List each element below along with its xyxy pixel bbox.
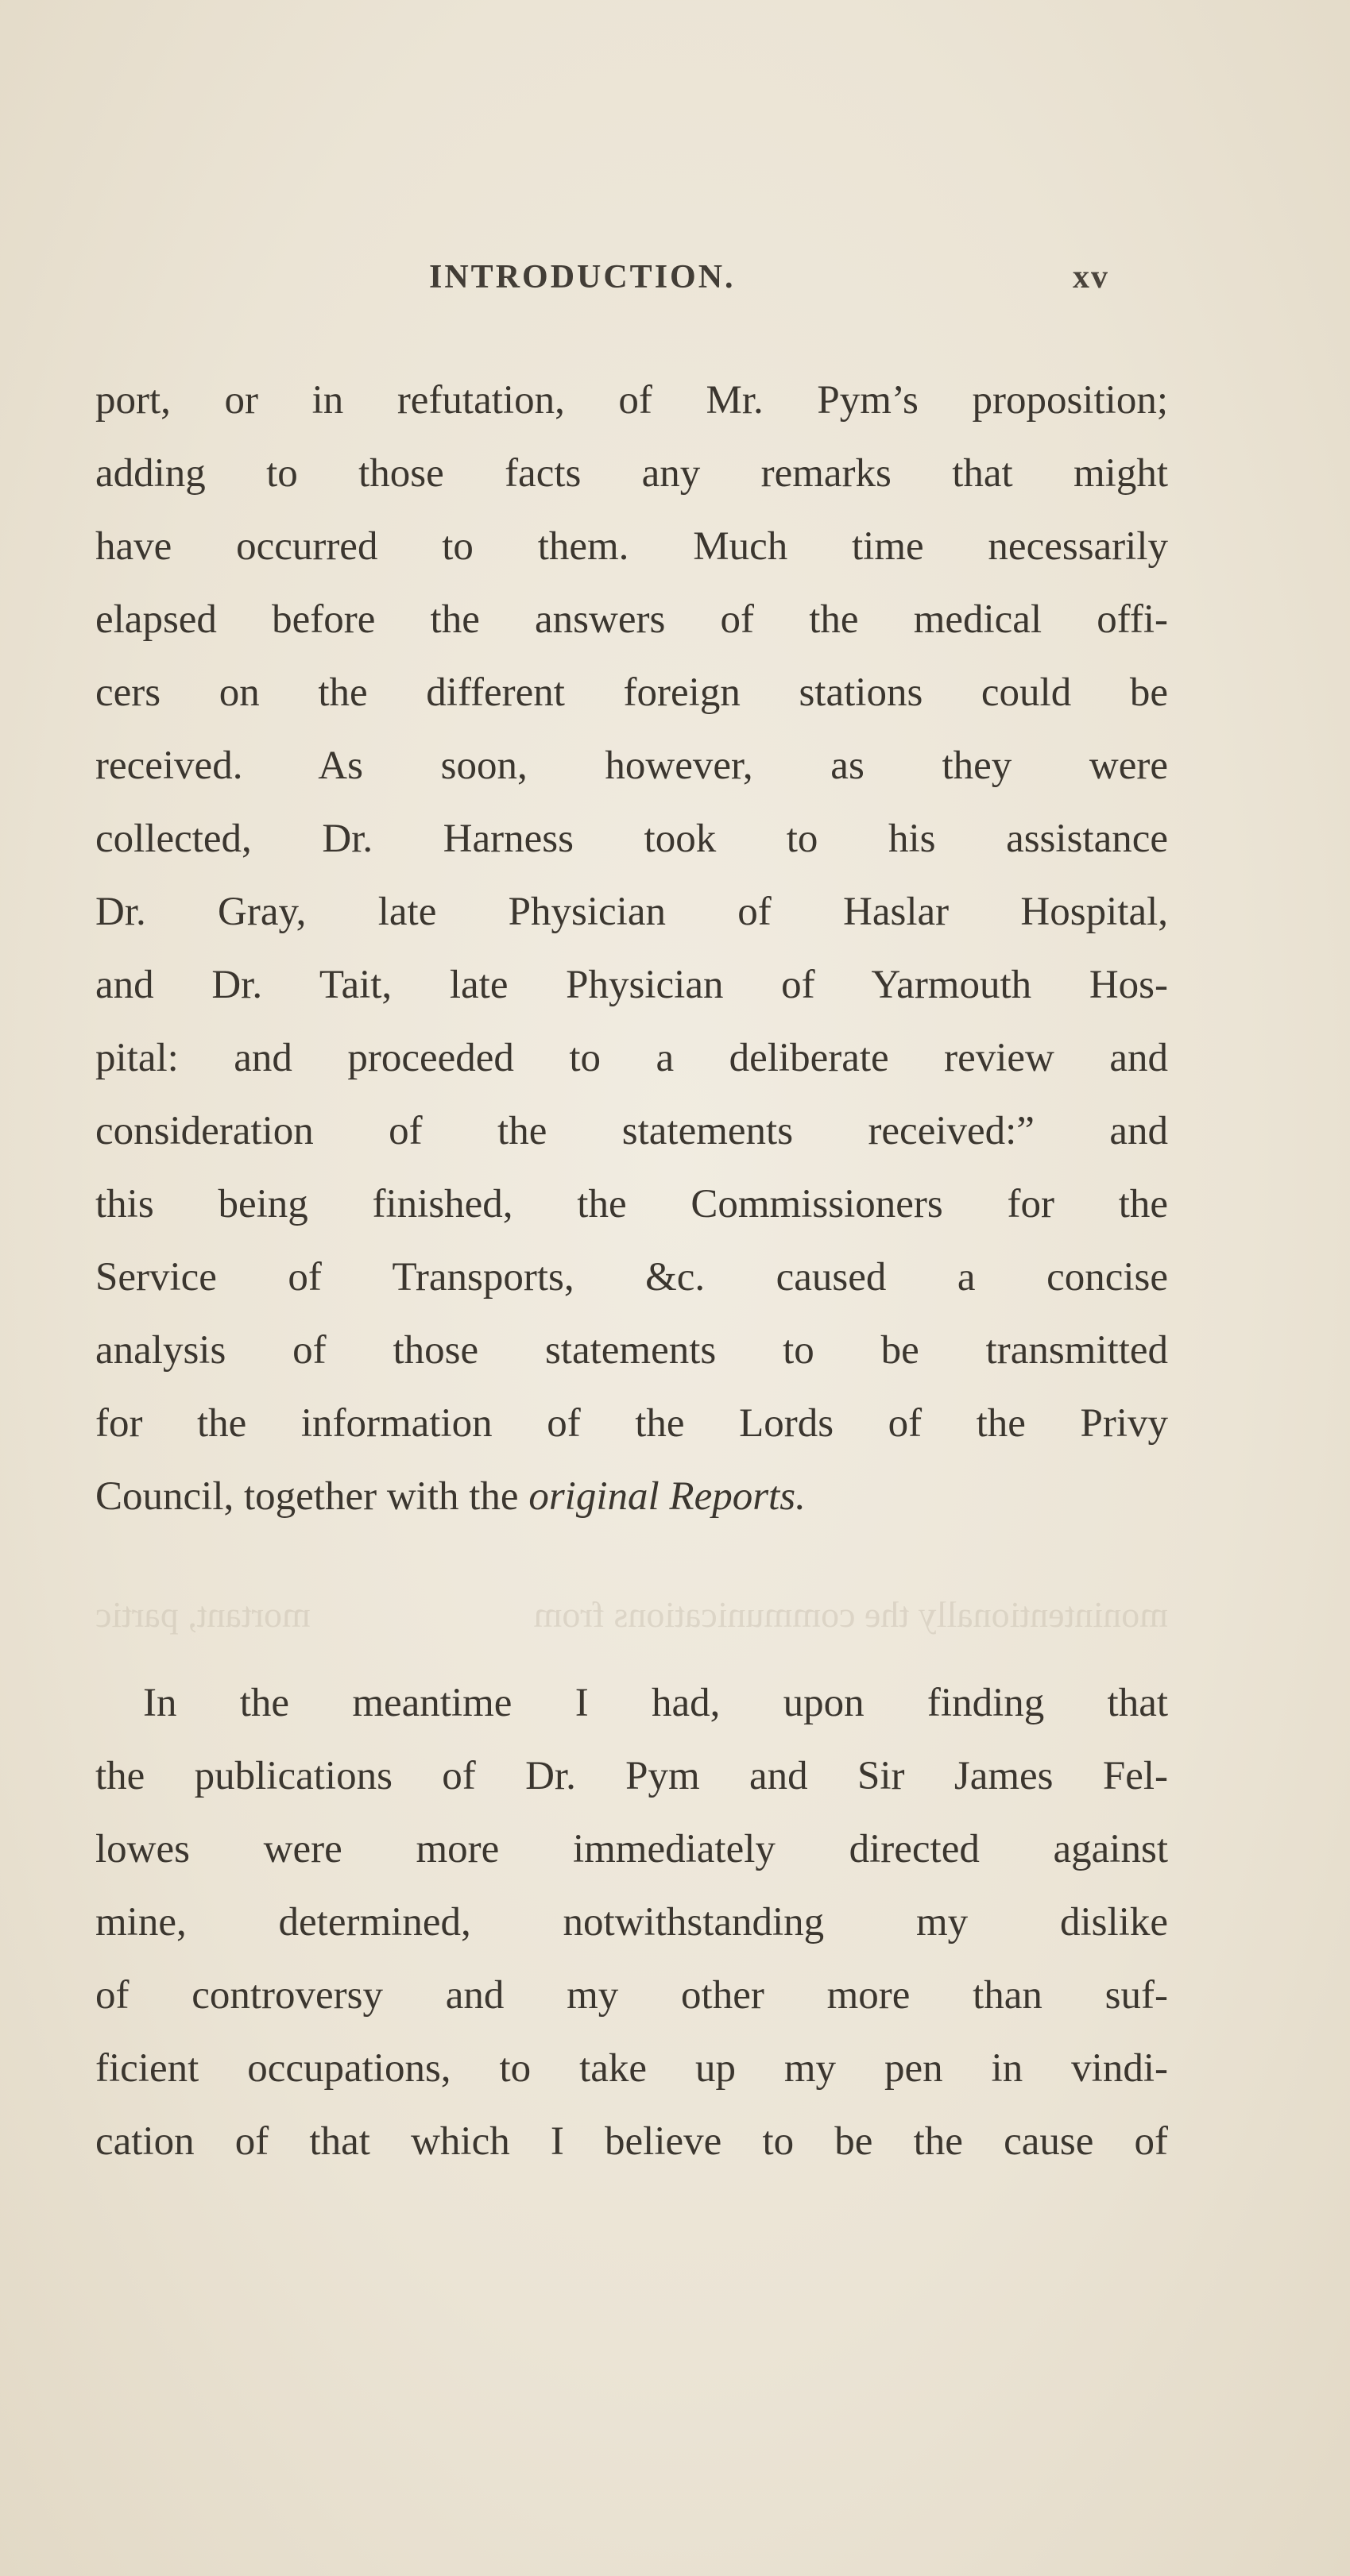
bleed-through-text (95, 1587, 1168, 1643)
final-line-text: Council, together with the (95, 1474, 519, 1519)
bleed-through-left: mon (1103, 1594, 1168, 1635)
text-line: received. As soon, however, as they were (95, 743, 1168, 788)
text-line: have occurred to them. Much time necessarily (95, 524, 1168, 569)
text-line: analysis of those statements to be transmitted (95, 1328, 1168, 1373)
text-line: for the information of the Lords of the Privy (95, 1401, 1168, 1446)
text-line: port, or in refutation, of Mr. Pym’s proposition; (95, 378, 1168, 423)
text-line: consideration of the statements received:” and (95, 1109, 1168, 1153)
text-line: In the meantime I had, upon finding that (143, 1681, 1168, 1725)
text-line: elapsed before the answers of the medical offi- (95, 597, 1168, 642)
text-line: cers on the different foreign stations could be (95, 670, 1168, 715)
paragraph-1 (95, 364, 1168, 1533)
text-line: ficient occupations, to take up my pen in vindi- (95, 2046, 1168, 2091)
text-line: mine, determined, notwithstanding my dislike (95, 1900, 1168, 1945)
text-line: and Dr. Tait, late Physician of Yarmouth Hos- (95, 963, 1168, 1007)
text-line: of controversy and my other more than suf- (95, 1973, 1168, 2018)
text-line: this being finished, the Commissioners for the (95, 1182, 1168, 1226)
text-line: Dr. Gray, late Physician of Haslar Hospital, (95, 890, 1168, 934)
bleed-through-middle: intentionally the communications from (533, 1594, 1104, 1635)
paragraph-2 (95, 1666, 1168, 2178)
italic-reference: original Reports. (528, 1474, 806, 1519)
text-line: pital: and proceeded to a deliberate review and (95, 1036, 1168, 1080)
text-line: adding to those facts any remarks that might (95, 451, 1168, 496)
text-line: the publications of Dr. Pym and Sir James Fel- (95, 1754, 1168, 1798)
text-line: cation of that which I believe to be the cause of (95, 2119, 1168, 2164)
text-line-final (95, 1460, 1168, 1533)
running-head: INTRODUCTION. (429, 259, 736, 295)
page-header (0, 258, 1350, 314)
text-line: Service of Transports, &c. caused a concise (95, 1255, 1168, 1300)
page-number: xv (1073, 259, 1109, 295)
text-line: collected, Dr. Harness took to his assistance (95, 817, 1168, 861)
text-line: lowes were more immediately directed against (95, 1827, 1168, 1871)
bleed-through-right: mortant, partic (95, 1594, 311, 1635)
